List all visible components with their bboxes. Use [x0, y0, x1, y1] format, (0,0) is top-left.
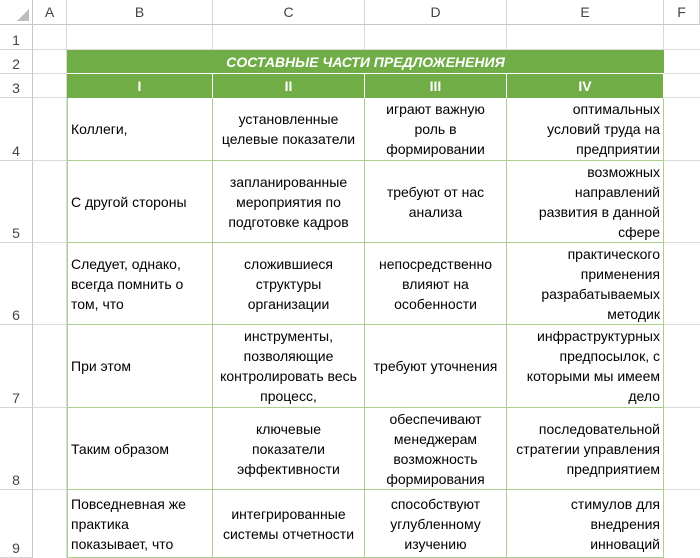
table-cell[interactable]: Таким образом — [67, 408, 213, 490]
table-cell[interactable]: обеспечивают менеджерам возможность формирования — [365, 408, 507, 490]
select-all-triangle-icon — [17, 9, 29, 21]
row-header-2[interactable]: 2 — [0, 50, 33, 74]
table-header-cell[interactable]: IV — [507, 74, 664, 98]
table-cell[interactable]: интегрированные системы отчетности — [213, 490, 365, 558]
row-header-8[interactable]: 8 — [0, 408, 33, 490]
column-header-e[interactable]: E — [507, 0, 664, 25]
row-header-1[interactable]: 1 — [0, 25, 33, 50]
table-cell[interactable]: Следует, однако, всегда помнить о том, что — [67, 243, 213, 325]
table-header-cell[interactable]: III — [365, 74, 507, 98]
table-cell[interactable]: инфраструктурных предпосылок, с которыми мы имеем дело — [507, 325, 664, 408]
table-cell[interactable]: Коллеги, — [67, 98, 213, 161]
table-cell[interactable]: непосредственно влияют на особенности — [365, 243, 507, 325]
table-cell[interactable]: способствуют углубленному изучению — [365, 490, 507, 558]
column-header-a[interactable]: A — [33, 0, 67, 25]
table-cell[interactable]: ключевые показатели эффективности — [213, 408, 365, 490]
row-header-4[interactable]: 4 — [0, 98, 33, 161]
table-cell[interactable]: установленные целевые показатели — [213, 98, 365, 161]
table-cell[interactable]: оптимальных условий труда на предприятии — [507, 98, 664, 161]
table-cell[interactable]: стимулов для внедрения инноваций — [507, 490, 664, 558]
table-cell[interactable]: практического применения разрабатываемых методик — [507, 243, 664, 325]
table-header-cell[interactable]: II — [213, 74, 365, 98]
table-cell[interactable]: требуют уточнения — [365, 325, 507, 408]
table-cell[interactable]: последовательной стратегии управления предприятием — [507, 408, 664, 490]
column-header-d[interactable]: D — [365, 0, 507, 25]
row-header-5[interactable]: 5 — [0, 161, 33, 243]
table-cell[interactable]: возможных направлений развития в данной сфере — [507, 161, 664, 243]
row-header-6[interactable]: 6 — [0, 243, 33, 325]
column-header-c[interactable]: C — [213, 0, 365, 25]
table-header-cell[interactable]: I — [67, 74, 213, 98]
row-header-9[interactable]: 9 — [0, 490, 33, 558]
table-cell[interactable]: запланированные мероприятия по подготовке кадров — [213, 161, 365, 243]
row-header-7[interactable]: 7 — [0, 325, 33, 408]
column-header-f[interactable]: F — [664, 0, 700, 25]
select-all-corner[interactable] — [0, 0, 33, 25]
table-cell[interactable]: При этом — [67, 325, 213, 408]
table-cell[interactable]: требуют от нас анализа — [365, 161, 507, 243]
table-cell[interactable]: Повседневная же практика показывает, что — [67, 490, 213, 558]
column-header-b[interactable]: B — [67, 0, 213, 25]
table-cell[interactable]: играют важную роль в формировании — [365, 98, 507, 161]
table-cell[interactable]: сложившиеся структуры организации — [213, 243, 365, 325]
table-cell[interactable]: инструменты, позволяющие контролировать весь процесс, — [213, 325, 365, 408]
table-title[interactable]: СОСТАВНЫЕ ЧАСТИ ПРЕДЛОЖЕНЕНИЯ — [67, 50, 664, 74]
row-header-3[interactable]: 3 — [0, 74, 33, 98]
table-cell[interactable]: С другой стороны — [67, 161, 213, 243]
